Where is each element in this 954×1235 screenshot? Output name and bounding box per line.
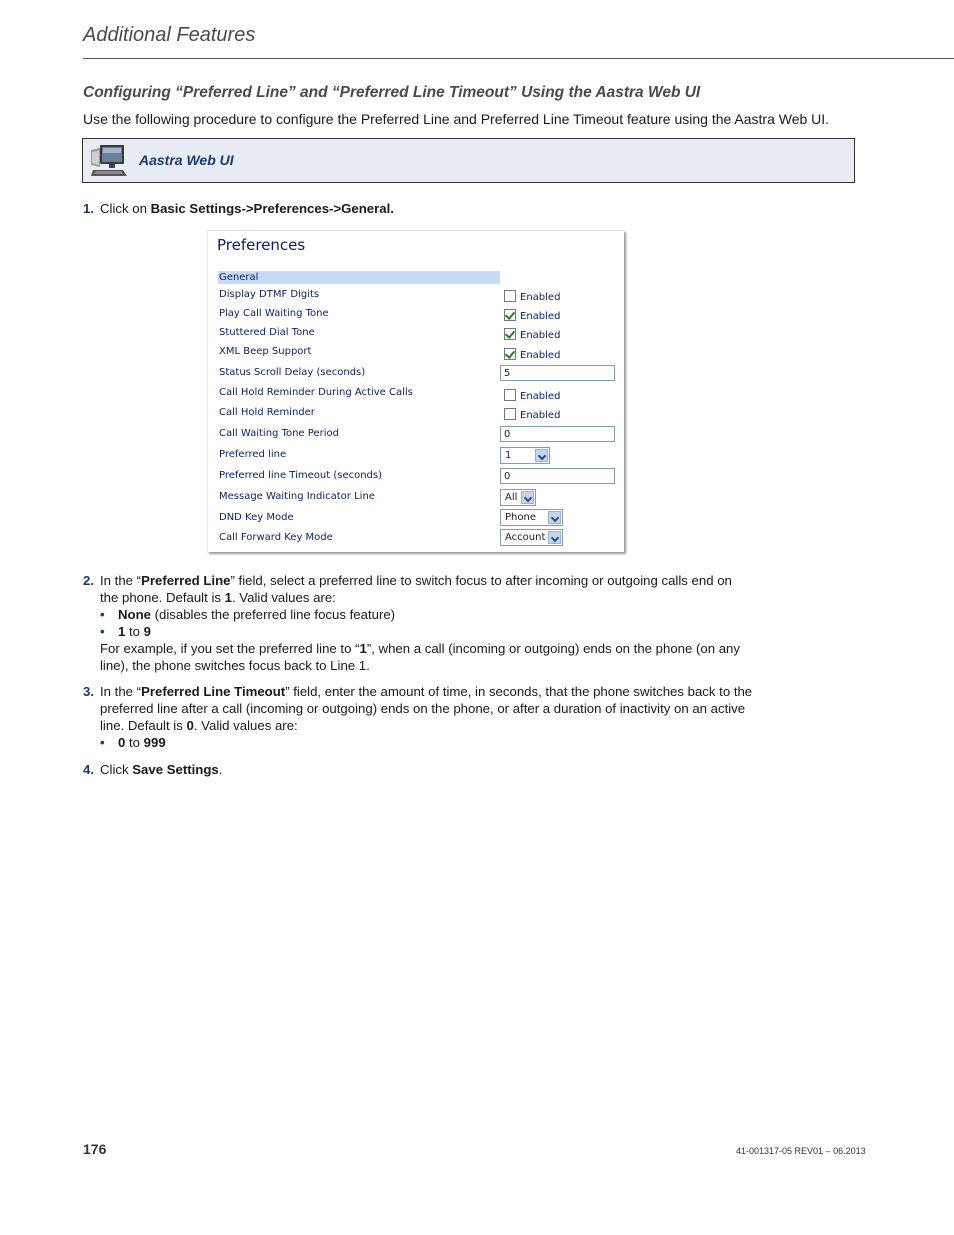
- section-header-general: General: [218, 271, 500, 284]
- call-forward-key-mode-select[interactable]: Account: [500, 529, 563, 546]
- menu-path: Basic Settings->Preferences->General.: [150, 201, 394, 216]
- step-text: Click on: [100, 201, 151, 216]
- checkbox-checked[interactable]: [504, 348, 516, 360]
- checkbox-xml-beep-support[interactable]: Enabled: [504, 348, 560, 361]
- callout-label: Aastra Web UI: [139, 152, 234, 168]
- checkbox-checked[interactable]: [504, 328, 516, 340]
- checkbox-unchecked[interactable]: [504, 389, 516, 401]
- checkbox-play-call-waiting-tone[interactable]: Enabled: [504, 309, 560, 322]
- step-text: Click: [100, 762, 133, 777]
- aastra-web-ui-callout: [82, 138, 855, 183]
- preferred-line-select[interactable]: 1: [500, 447, 550, 464]
- label-call-hold-reminder: Call Hold Reminder: [219, 407, 315, 418]
- chevron-down-icon[interactable]: [535, 449, 548, 462]
- label-play-call-waiting-tone: Play Call Waiting Tone: [219, 308, 329, 319]
- running-header: Additional Features: [83, 24, 256, 46]
- step-number: 2.: [83, 573, 94, 588]
- step-1: [83, 200, 753, 217]
- document-id: 41-001317-05 REV01 – 06.2013: [736, 1146, 866, 1156]
- preferences-screenshot: [207, 230, 624, 552]
- chevron-down-icon[interactable]: [521, 491, 534, 504]
- status-scroll-delay-input[interactable]: 5: [500, 365, 615, 381]
- label-call-forward-key-mode: Call Forward Key Mode: [219, 532, 333, 543]
- call-waiting-tone-period-input[interactable]: 0: [500, 426, 615, 442]
- step-number: 4.: [83, 762, 94, 777]
- section-title: Configuring “Preferred Line” and “Preferred Line Timeout” Using the Aastra Web UI: [83, 84, 701, 101]
- label-call-hold-reminder-active: Call Hold Reminder During Active Calls: [219, 387, 413, 398]
- label-preferred-line: Preferred line: [219, 449, 287, 460]
- step-text: In the “Preferred Line” field, select a preferred line to switch focus to after incoming or outgoing calls end on the phone. Default is 1. Valid values are:: [100, 573, 732, 605]
- step-number: 1.: [83, 201, 94, 216]
- computer-icon: [89, 143, 129, 179]
- label-xml-beep-support: XML Beep Support: [219, 346, 312, 357]
- chevron-down-icon[interactable]: [548, 511, 561, 524]
- label-display-dtmf-digits: Display DTMF Digits: [219, 289, 320, 300]
- label-status-scroll-delay: Status Scroll Delay (seconds): [219, 367, 366, 378]
- checkbox-stuttered-dial-tone[interactable]: Enabled: [504, 328, 560, 341]
- label-dnd-key-mode: DND Key Mode: [219, 512, 294, 523]
- dnd-key-mode-select[interactable]: Phone: [500, 509, 563, 526]
- list-item: • None (disables the preferred line focus feature): [100, 606, 753, 623]
- mwi-line-select[interactable]: All: [500, 489, 536, 506]
- step-4: 4. Click Save Settings.: [83, 762, 223, 777]
- list-item: • 1 to 9: [100, 623, 753, 640]
- step-number: 3.: [83, 684, 94, 699]
- label-call-waiting-tone-period: Call Waiting Tone Period: [219, 428, 339, 439]
- step-2: [83, 572, 753, 674]
- label-message-waiting-indicator-line: Message Waiting Indicator Line: [219, 491, 375, 502]
- checkbox-display-dtmf-digits[interactable]: Enabled: [504, 290, 560, 303]
- header-rule: [83, 58, 954, 59]
- label-stuttered-dial-tone: Stuttered Dial Tone: [219, 327, 315, 338]
- list-item: • 0 to 999: [100, 734, 753, 751]
- panel-title: Preferences: [217, 236, 306, 254]
- checkbox-call-hold-reminder-active[interactable]: Enabled: [504, 389, 560, 402]
- checkbox-call-hold-reminder[interactable]: Enabled: [504, 408, 560, 421]
- chevron-down-icon[interactable]: [548, 531, 561, 544]
- intro-paragraph: Use the following procedure to configure the Preferred Line and Preferred Line Timeout feature using the Aastra Web UI.: [83, 111, 830, 127]
- checkbox-checked[interactable]: [504, 309, 516, 321]
- preferred-line-timeout-input[interactable]: 0: [500, 468, 615, 484]
- save-settings-label: Save Settings: [132, 762, 219, 777]
- page-number: 176: [83, 1141, 107, 1157]
- label-preferred-line-timeout: Preferred line Timeout (seconds): [219, 470, 383, 481]
- step-3: [83, 683, 753, 751]
- checkbox-unchecked[interactable]: [504, 290, 516, 302]
- step-text: In the “Preferred Line Timeout” field, enter the amount of time, in seconds, that the phone switches back to the preferred line after a call (incoming or outgoing) ends on the phone, or after a duration of inactivity on an active line. Default is 0. Valid values are:: [100, 684, 753, 733]
- checkbox-unchecked[interactable]: [504, 408, 516, 420]
- example-text: For example, if you set the preferred line to “1”, when a call (incoming or outgoing) ends on the phone (on any line), the phone switches focus back to Line 1.: [100, 641, 740, 673]
